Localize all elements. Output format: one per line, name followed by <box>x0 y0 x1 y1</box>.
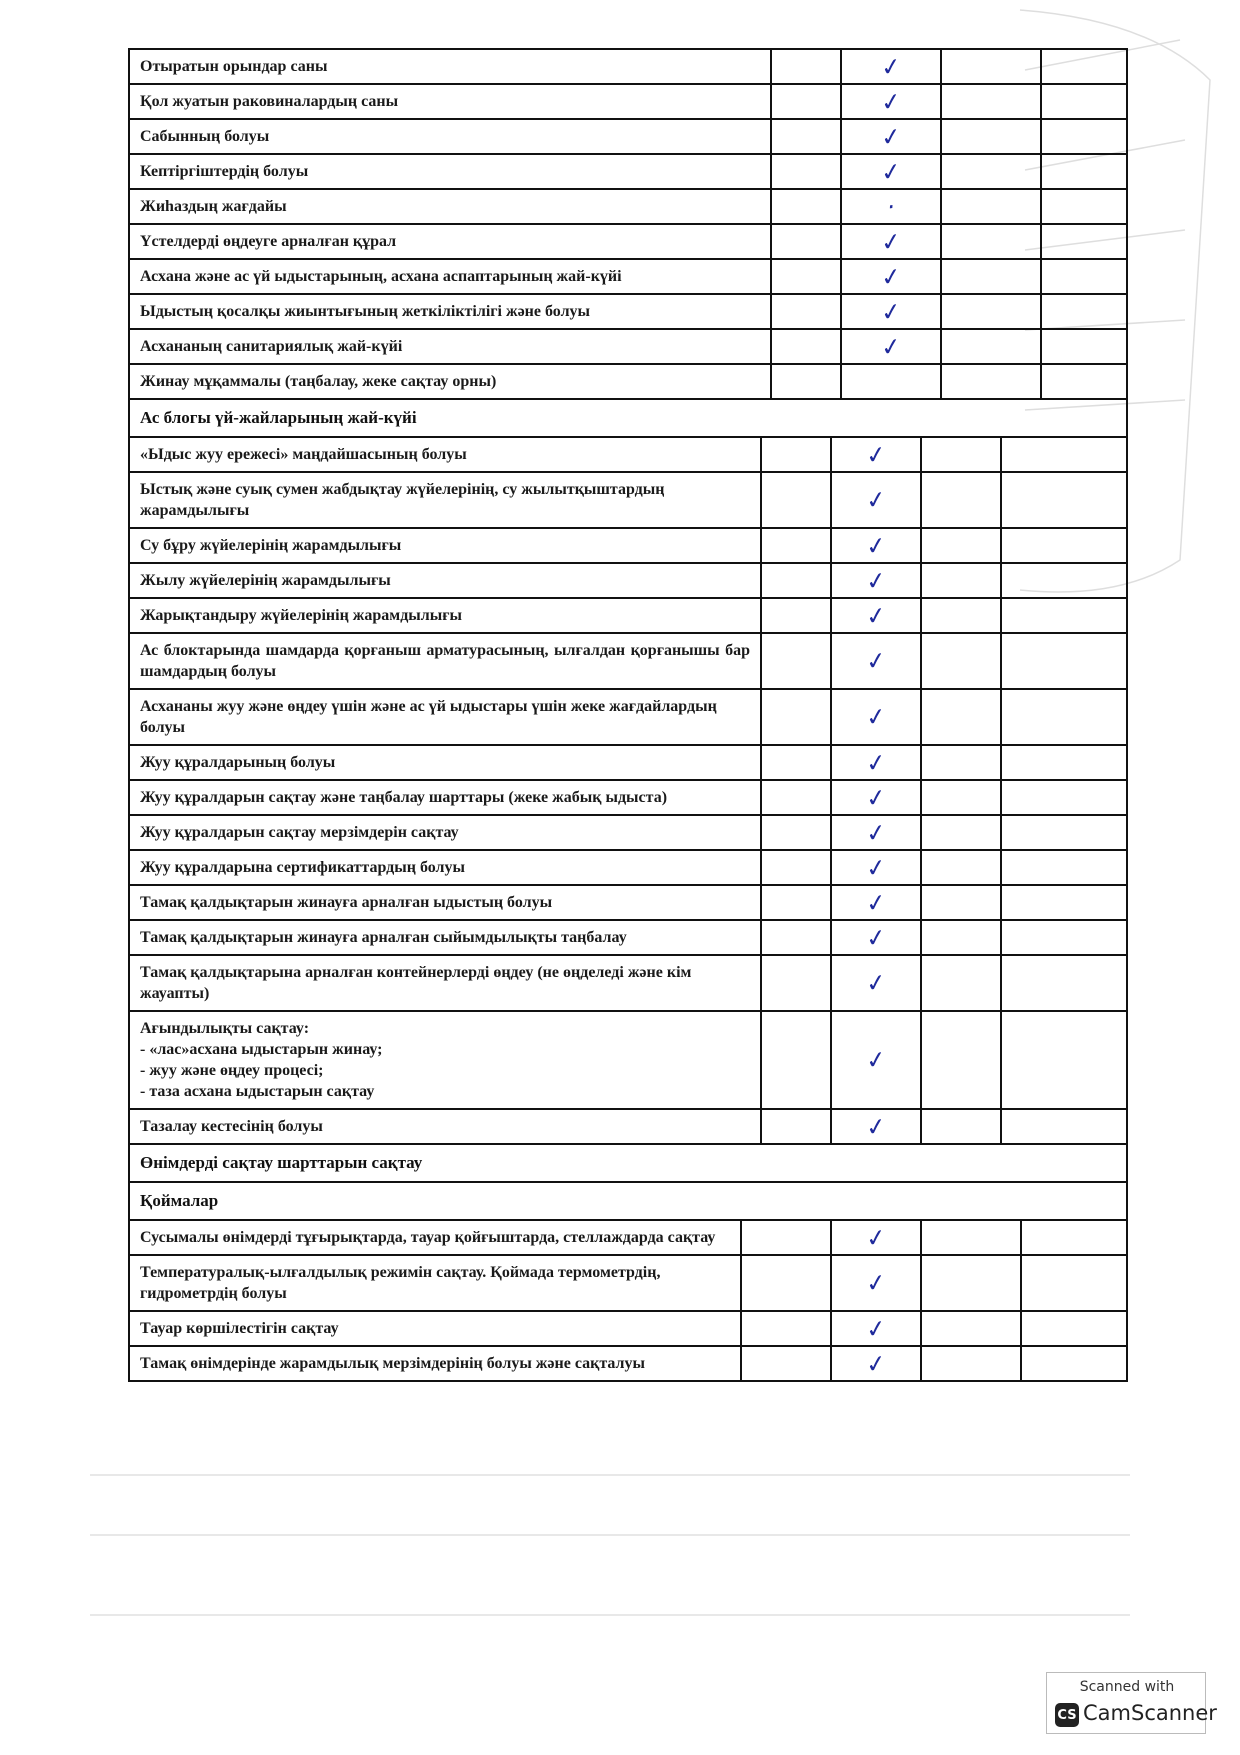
table-row <box>130 1010 1126 1108</box>
check-mark: ✓ <box>864 967 888 999</box>
check-cell <box>830 438 920 471</box>
check-mark: ✓ <box>879 331 903 362</box>
criterion-label: Ыстық және суық сумен жабдықтау жүйелерінің, су жылытқыштардың жарамдылығы <box>140 481 665 519</box>
blank-cell <box>760 921 830 954</box>
check-mark: ✓ <box>864 1313 888 1344</box>
check-mark: ✓ <box>879 156 903 187</box>
blank-cell <box>920 1221 1020 1254</box>
blank-cell <box>920 781 1000 814</box>
table-row <box>130 258 1126 293</box>
check-cell <box>830 599 920 632</box>
check-cell <box>830 1221 920 1254</box>
table-row <box>130 1108 1126 1143</box>
blank-cell <box>1020 1256 1126 1310</box>
blank-cell <box>740 1312 830 1345</box>
blank-cell <box>770 365 840 398</box>
blank-cell <box>1040 120 1126 153</box>
criterion-label: Жуу құралдарына сертификаттардың болуы <box>140 859 466 876</box>
blank-cell <box>740 1256 830 1310</box>
criterion-label: Су бұру жүйелерінің жарамдылығы <box>140 537 402 554</box>
criterion-label: Жуу құралдарын сақтау мерзімдерін сақтау <box>140 824 459 841</box>
table-row <box>130 954 1126 1010</box>
check-cell <box>830 1256 920 1310</box>
blank-cell <box>770 155 840 188</box>
blank-cell <box>940 50 1040 83</box>
blank-cell <box>770 190 840 223</box>
table-row <box>130 363 1126 398</box>
criterion-label: Отыратын орындар саны <box>140 58 328 75</box>
criterion-label: Ыдыстың қосалқы жиынтығының жеткіліктілігі және болуы <box>140 303 591 320</box>
criterion-label: Жиһаздың жағдайы <box>140 198 287 215</box>
check-cell <box>830 690 920 744</box>
table-row <box>130 153 1126 188</box>
check-cell <box>840 190 940 223</box>
table-row <box>130 744 1126 779</box>
criterion-label: Тамақ қалдықтарына арналған контейнерлерді өңдеу (не өңделеді және кім жауапты) <box>140 964 692 1002</box>
check-cell <box>840 295 940 328</box>
blank-cell <box>940 365 1040 398</box>
blank-cell <box>920 1012 1000 1108</box>
table-row <box>130 438 1126 471</box>
blank-cell <box>940 260 1040 293</box>
blank-cell <box>920 1110 1000 1143</box>
blank-cell <box>920 851 1000 884</box>
blank-cell <box>740 1347 830 1380</box>
check-mark: ✓ <box>864 701 888 733</box>
check-cell <box>830 956 920 1010</box>
table-row <box>130 1221 1126 1254</box>
blank-cell <box>920 690 1000 744</box>
check-mark: ✓ <box>879 86 903 117</box>
criterion-label: Жарықтандыру жүйелерінің жарамдылығы <box>140 607 463 624</box>
blank-cell <box>1000 1012 1126 1108</box>
watermark-caption: Scanned with <box>1079 1679 1175 1695</box>
blank-cell <box>760 886 830 919</box>
blank-cell <box>760 438 830 471</box>
check-cell <box>830 816 920 849</box>
blank-cell <box>1040 365 1126 398</box>
section-title: Ас блогы үй-жайларының жай-күйі <box>140 408 417 427</box>
blank-cell <box>1000 564 1126 597</box>
table-row <box>130 527 1126 562</box>
check-cell <box>840 155 940 188</box>
blank-cell <box>760 690 830 744</box>
blank-cell <box>1040 190 1126 223</box>
blank-cell <box>1040 260 1126 293</box>
blank-cell <box>940 120 1040 153</box>
check-cell <box>840 120 940 153</box>
blank-cell <box>920 1347 1020 1380</box>
blank-cell <box>760 851 830 884</box>
check-mark: ✓ <box>864 747 888 778</box>
blank-cell <box>740 1221 830 1254</box>
blank-cell <box>920 886 1000 919</box>
inspection-checklist-table <box>128 48 1128 1382</box>
blank-cell <box>1040 330 1126 363</box>
check-cell <box>830 564 920 597</box>
section-header-row <box>128 398 1128 436</box>
table-row <box>130 1310 1126 1345</box>
check-cell <box>840 85 940 118</box>
check-mark: ✓ <box>864 887 888 918</box>
table-row <box>130 884 1126 919</box>
blank-cell <box>760 781 830 814</box>
camscanner-logo-icon: CS <box>1055 1703 1079 1727</box>
check-cell <box>830 921 920 954</box>
watermark-brand: CamScanner <box>1083 1701 1217 1725</box>
criterion-label: Асхананың санитариялық жай-күйі <box>140 338 403 355</box>
check-mark: ✓ <box>864 1111 888 1142</box>
criterion-line: Ағындылықты сақтау: <box>140 1020 310 1037</box>
blank-cell <box>920 1312 1020 1345</box>
blank-cell <box>760 1110 830 1143</box>
check-cell <box>830 1012 920 1108</box>
check-mark: ✓ <box>879 296 903 327</box>
check-mark: ✓ <box>864 530 888 561</box>
blank-cell <box>940 225 1040 258</box>
blank-cell <box>920 1256 1020 1310</box>
table-row <box>130 83 1126 118</box>
storage-block <box>128 1219 1128 1382</box>
blank-cell <box>1000 1110 1126 1143</box>
blank-cell <box>1000 956 1126 1010</box>
blank-cell <box>1040 50 1126 83</box>
check-mark: ✓ <box>864 1044 888 1076</box>
criterion-label: Сабынның болуы <box>140 128 270 145</box>
table-row <box>130 118 1126 153</box>
table-row <box>130 814 1126 849</box>
criterion-label: Жинау мұқаммалы (таңбалау, жеке сақтау орны) <box>140 373 497 390</box>
blank-cell <box>760 529 830 562</box>
blank-cell <box>1040 85 1126 118</box>
table-row <box>130 471 1126 527</box>
blank-cell <box>940 330 1040 363</box>
criterion-line: - жуу және өңдеу процесі; <box>140 1062 324 1079</box>
criterion-label: Асхананы жуу және өңдеу үшін және ас үй ыдыстары үшін жеке жағдайлардың болуы <box>140 698 717 736</box>
blank-cell <box>760 1012 830 1108</box>
criterion-label: Қол жуатын раковиналардың саны <box>140 93 399 110</box>
table-row <box>130 597 1126 632</box>
blank-cell <box>1000 690 1126 744</box>
check-cell <box>830 634 920 688</box>
check-mark: · <box>885 192 897 221</box>
blank-cell <box>1000 851 1126 884</box>
blank-cell <box>1040 225 1126 258</box>
table-row <box>130 1345 1126 1380</box>
criterion-label: Кептіргіштердің болуы <box>140 163 309 180</box>
table-row <box>130 293 1126 328</box>
section-header-row <box>128 1181 1128 1219</box>
criterion-label: Температуралық-ылғалдылық режимін сақтау. Қоймада термометрдің, гидрометрдің болуы <box>140 1264 661 1302</box>
check-cell <box>830 851 920 884</box>
check-mark: ✓ <box>879 121 903 152</box>
check-mark: ✓ <box>864 1348 888 1379</box>
check-cell <box>830 1110 920 1143</box>
check-cell <box>830 1347 920 1380</box>
blank-cell <box>920 529 1000 562</box>
criterion-label: Тамақ қалдықтарын жинауға арналған сыйымдылықты таңбалау <box>140 929 627 946</box>
blank-cell <box>760 564 830 597</box>
check-mark: ✓ <box>864 817 888 848</box>
blank-cell <box>940 85 1040 118</box>
blank-cell <box>940 155 1040 188</box>
table-row <box>130 779 1126 814</box>
blank-cell <box>920 599 1000 632</box>
check-mark: ✓ <box>864 484 888 516</box>
check-mark: ✓ <box>864 565 888 596</box>
check-mark: ✓ <box>864 1222 888 1253</box>
blank-cell <box>920 564 1000 597</box>
blank-cell <box>1000 473 1126 527</box>
criterion-label: Тамақ өнімдерінде жарамдылық мерзімдерінің болуы және сақталуы <box>140 1355 646 1372</box>
blank-cell <box>1020 1312 1126 1345</box>
table-row <box>130 328 1126 363</box>
criterion-label: Жылу жүйелерінің жарамдылығы <box>140 572 391 589</box>
blank-cell <box>940 295 1040 328</box>
check-cell <box>840 50 940 83</box>
blank-cell <box>760 473 830 527</box>
check-cell <box>830 781 920 814</box>
blank-cell <box>760 634 830 688</box>
check-mark: ✓ <box>879 261 903 292</box>
blank-cell <box>920 956 1000 1010</box>
check-mark: ✓ <box>864 1267 888 1299</box>
criterion-label: Сусымалы өнімдерді тұғырықтарда, тауар қойғыштарда, стеллаждарда сақтау <box>140 1229 716 1246</box>
table-row <box>130 223 1126 258</box>
section-title: Қоймалар <box>140 1191 219 1210</box>
blank-cell <box>920 438 1000 471</box>
blank-cell <box>920 816 1000 849</box>
blank-cell <box>770 295 840 328</box>
blank-cell <box>1000 781 1126 814</box>
blank-cell <box>760 956 830 1010</box>
criterion-label: Жуу құралдарын сақтау және таңбалау шарттары (жеке жабық ыдыста) <box>140 789 668 806</box>
premises-condition-block <box>128 48 1128 398</box>
section-title: Өнімдерді сақтау шарттарын сақтау <box>140 1153 423 1172</box>
kitchen-block <box>128 436 1128 1143</box>
blank-cell <box>920 921 1000 954</box>
check-mark: ✓ <box>864 782 888 813</box>
criterion-label: Тауар көршілестігін сақтау <box>140 1320 339 1337</box>
blank-cell <box>760 599 830 632</box>
blank-cell <box>770 330 840 363</box>
check-mark: ✓ <box>879 226 903 257</box>
check-mark: ✓ <box>864 439 888 470</box>
blank-cell <box>1000 599 1126 632</box>
table-row <box>130 562 1126 597</box>
check-mark: ✓ <box>864 645 888 677</box>
check-cell <box>830 886 920 919</box>
blank-cell <box>920 473 1000 527</box>
check-cell <box>840 225 940 258</box>
check-mark: ✓ <box>864 852 888 883</box>
check-mark: ✓ <box>864 922 888 953</box>
blank-cell <box>1000 746 1126 779</box>
criterion-label: Үстелдерді өңдеуге арналған құрал <box>140 233 397 250</box>
criterion-line: - «лас»асхана ыдыстарын жинау; <box>140 1041 383 1058</box>
blank-cell <box>760 816 830 849</box>
criterion-label: Асхана және ас үй ыдыстарының, асхана аспаптарының жай-күйі <box>140 268 622 285</box>
blank-cell <box>1000 816 1126 849</box>
check-mark: ✓ <box>879 51 903 82</box>
criterion-line: - таза асхана ыдыстарын сақтау <box>140 1083 375 1100</box>
criterion-label-multiline <box>130 1012 760 1108</box>
blank-cell <box>1000 634 1126 688</box>
criterion-label: Ас блоктарында шамдарда қорғаныш арматурасының, ылғалдан қорғанышы бар шамдардың болуы <box>140 642 750 680</box>
criterion-label: Тазалау кестесінің болуы <box>140 1118 323 1135</box>
blank-cell <box>770 85 840 118</box>
criterion-label: «Ыдыс жуу ережесі» маңдайшасының болуы <box>140 446 467 463</box>
check-cell <box>840 365 940 398</box>
table-row <box>130 632 1126 688</box>
blank-cell <box>770 50 840 83</box>
table-row <box>130 919 1126 954</box>
check-cell <box>840 330 940 363</box>
check-cell <box>840 260 940 293</box>
check-cell <box>830 746 920 779</box>
check-cell <box>830 1312 920 1345</box>
check-cell <box>830 529 920 562</box>
blank-cell <box>1020 1347 1126 1380</box>
blank-cell <box>920 634 1000 688</box>
blank-cell <box>940 190 1040 223</box>
blank-cell <box>1020 1221 1126 1254</box>
table-row <box>130 688 1126 744</box>
blank-cell <box>760 746 830 779</box>
blank-cell <box>770 260 840 293</box>
blank-cell <box>770 225 840 258</box>
criterion-label: Тамақ қалдықтарын жинауға арналған ыдыстың болуы <box>140 894 553 911</box>
blank-cell <box>1000 921 1126 954</box>
table-row <box>130 50 1126 83</box>
section-header-row <box>128 1143 1128 1181</box>
blank-cell <box>1040 295 1126 328</box>
blank-cell <box>1040 155 1126 188</box>
blank-cell <box>1000 529 1126 562</box>
criterion-label: Жуу құралдарының болуы <box>140 754 336 771</box>
blank-cell <box>920 746 1000 779</box>
table-row <box>130 849 1126 884</box>
blank-cell <box>1000 438 1126 471</box>
table-row <box>130 1254 1126 1310</box>
camscanner-watermark <box>1046 1672 1217 1734</box>
table-row <box>130 188 1126 223</box>
check-mark: ✓ <box>864 600 888 631</box>
blank-cell <box>1000 886 1126 919</box>
check-cell <box>830 473 920 527</box>
blank-cell <box>770 120 840 153</box>
